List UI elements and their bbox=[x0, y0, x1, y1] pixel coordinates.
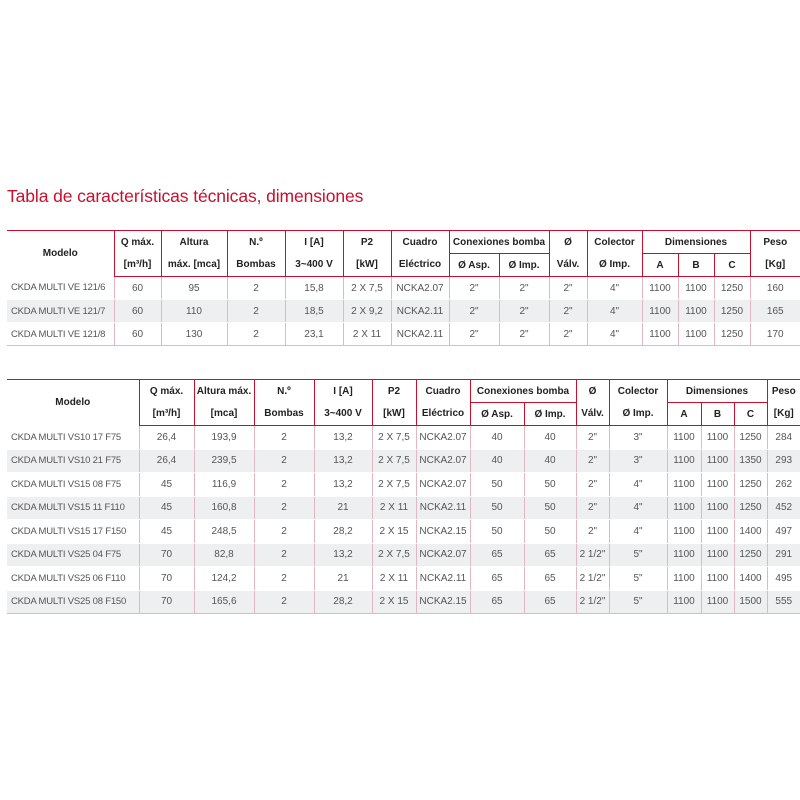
table-cell: 2 X 15 bbox=[372, 590, 416, 614]
col-conexiones: Conexiones bomba bbox=[449, 231, 549, 254]
table-cell: 70 bbox=[139, 567, 194, 591]
table-cell: 2" bbox=[576, 426, 609, 450]
table-cell: 1100 bbox=[667, 496, 701, 520]
table-cell: 165 bbox=[750, 300, 800, 323]
table-cell: 4" bbox=[609, 520, 667, 544]
table-cell: 40 bbox=[470, 449, 524, 473]
table-cell: 60 bbox=[114, 277, 161, 300]
table-cell: 65 bbox=[524, 567, 576, 591]
table-cell: 1100 bbox=[642, 300, 678, 323]
table-cell: 2 X 7,5 bbox=[372, 543, 416, 567]
table-cell: NCKA2.15 bbox=[416, 590, 470, 614]
table-cell: 248,5 bbox=[194, 520, 254, 544]
col-i: I [A] bbox=[285, 231, 343, 254]
table-cell: 2 bbox=[254, 473, 314, 497]
col-altura-unit: máx. [mca] bbox=[161, 254, 227, 277]
table-cell: 2 bbox=[254, 449, 314, 473]
col-electrico: Eléctrico bbox=[391, 254, 449, 277]
table-cell: NCKA2.11 bbox=[416, 567, 470, 591]
table-cell: 2 X 7,5 bbox=[372, 449, 416, 473]
col-modelo: Modelo bbox=[7, 231, 114, 277]
table-cell: 1100 bbox=[678, 323, 714, 346]
table-cell: 1100 bbox=[701, 449, 734, 473]
table-cell: 1350 bbox=[734, 449, 767, 473]
col-p2: P2 bbox=[343, 231, 391, 254]
table-cell: 28,2 bbox=[314, 590, 372, 614]
table-cell: 1400 bbox=[734, 567, 767, 591]
table-cell: 160 bbox=[750, 277, 800, 300]
cell-model: CKDA MULTI VS10 21 F75 bbox=[7, 449, 139, 473]
table-cell: 21 bbox=[314, 496, 372, 520]
col-n: N.º bbox=[254, 380, 314, 403]
table-cell: 555 bbox=[767, 590, 800, 614]
table-cell: 2" bbox=[576, 473, 609, 497]
table-cell: 45 bbox=[139, 496, 194, 520]
cell-model: CKDA MULTI VS25 08 F150 bbox=[7, 590, 139, 614]
table-row bbox=[7, 543, 800, 567]
table-cell: 95 bbox=[161, 277, 227, 300]
cell-model: CKDA MULTI VE 121/6 bbox=[7, 277, 114, 300]
table-cell: 1100 bbox=[667, 567, 701, 591]
table-cell: 4" bbox=[609, 496, 667, 520]
table-cell: 1100 bbox=[667, 473, 701, 497]
table-cell: 4" bbox=[609, 473, 667, 497]
table-cell: 1100 bbox=[642, 323, 678, 346]
col-diam: Ø bbox=[576, 380, 609, 403]
table-cell: 18,5 bbox=[285, 300, 343, 323]
col-bombas: Bombas bbox=[254, 403, 314, 426]
table-cell: 26,4 bbox=[139, 449, 194, 473]
table-cell: 2 X 7,5 bbox=[372, 473, 416, 497]
table-cell: 116,9 bbox=[194, 473, 254, 497]
table-cell: 65 bbox=[524, 590, 576, 614]
col-dimensiones: Dimensiones bbox=[642, 231, 750, 254]
col-valv: Válv. bbox=[549, 254, 587, 277]
table-cell: 1250 bbox=[714, 323, 750, 346]
table-cell: 2 bbox=[254, 543, 314, 567]
table-cell: 165,6 bbox=[194, 590, 254, 614]
table-cell: 26,4 bbox=[139, 426, 194, 450]
col-cuadro: Cuadro bbox=[391, 231, 449, 254]
table-cell: 45 bbox=[139, 520, 194, 544]
table-cell: NCKA2.07 bbox=[416, 473, 470, 497]
table-row bbox=[7, 426, 800, 450]
table-cell: 284 bbox=[767, 426, 800, 450]
col-c: C bbox=[714, 254, 750, 277]
col-diam: Ø bbox=[549, 231, 587, 254]
col-a: A bbox=[642, 254, 678, 277]
table-cell: 65 bbox=[524, 543, 576, 567]
table-cell: 1100 bbox=[701, 426, 734, 450]
table-cell: 1100 bbox=[678, 277, 714, 300]
table-cell: 495 bbox=[767, 567, 800, 591]
col-i: I [A] bbox=[314, 380, 372, 403]
table-cell: 1100 bbox=[642, 277, 678, 300]
table-cell: 70 bbox=[139, 543, 194, 567]
table-row bbox=[7, 520, 800, 544]
table-cell: 170 bbox=[750, 323, 800, 346]
table-cell: 1100 bbox=[701, 567, 734, 591]
col-colector: Colector bbox=[609, 380, 667, 403]
table-cell: 15,8 bbox=[285, 277, 343, 300]
table-cell: NCKA2.07 bbox=[416, 426, 470, 450]
table-cell: NCKA2.15 bbox=[416, 520, 470, 544]
table-cell: 13,2 bbox=[314, 543, 372, 567]
table-cell: 2 bbox=[227, 300, 285, 323]
table-cell: 4" bbox=[587, 300, 642, 323]
col-conexiones: Conexiones bomba bbox=[470, 380, 576, 403]
col-b: B bbox=[678, 254, 714, 277]
table-cell: 2" bbox=[576, 496, 609, 520]
col-cuadro: Cuadro bbox=[416, 380, 470, 403]
table-cell: 45 bbox=[139, 473, 194, 497]
cell-model: CKDA MULTI VS25 04 F75 bbox=[7, 543, 139, 567]
col-kg: [Kg] bbox=[750, 254, 800, 277]
table-cell: 65 bbox=[470, 590, 524, 614]
table-cell: 2" bbox=[549, 277, 587, 300]
table-cell: 70 bbox=[139, 590, 194, 614]
col-peso: Peso bbox=[750, 231, 800, 254]
table-body-vs bbox=[7, 426, 800, 614]
table-cell: 65 bbox=[470, 543, 524, 567]
col-altura-unit: [mca] bbox=[194, 403, 254, 426]
col-asp: Ø Asp. bbox=[449, 254, 499, 277]
table-cell: 2 X 9,2 bbox=[343, 300, 391, 323]
table-cell: 5" bbox=[609, 543, 667, 567]
table-cell: 2" bbox=[576, 520, 609, 544]
table-row bbox=[7, 567, 800, 591]
table-cell: 2 X 7,5 bbox=[343, 277, 391, 300]
cell-model: CKDA MULTI VS25 06 F110 bbox=[7, 567, 139, 591]
col-volt: 3~400 V bbox=[285, 254, 343, 277]
table-cell: 193,9 bbox=[194, 426, 254, 450]
table-row bbox=[7, 323, 800, 346]
table-cell: 2" bbox=[499, 300, 549, 323]
col-volt: 3~400 V bbox=[314, 403, 372, 426]
table-cell: 5" bbox=[609, 567, 667, 591]
cell-model: CKDA MULTI VE 121/7 bbox=[7, 300, 114, 323]
table-cell: 4" bbox=[587, 323, 642, 346]
table-cell: 2 X 11 bbox=[343, 323, 391, 346]
table-cell: 2" bbox=[449, 277, 499, 300]
table-cell: 124,2 bbox=[194, 567, 254, 591]
table-cell: 2" bbox=[499, 323, 549, 346]
table-cell: 1100 bbox=[701, 543, 734, 567]
col-modelo: Modelo bbox=[7, 380, 139, 426]
cell-model: CKDA MULTI VS15 08 F75 bbox=[7, 473, 139, 497]
table-cell: 291 bbox=[767, 543, 800, 567]
table-cell: 2 X 15 bbox=[372, 520, 416, 544]
table-cell: 3" bbox=[609, 449, 667, 473]
table-body-ve bbox=[7, 277, 800, 346]
table-cell: 110 bbox=[161, 300, 227, 323]
table-row bbox=[7, 473, 800, 497]
table-cell: 1100 bbox=[667, 520, 701, 544]
table-cell: 2 bbox=[227, 277, 285, 300]
table-cell: 497 bbox=[767, 520, 800, 544]
table-cell: 160,8 bbox=[194, 496, 254, 520]
table-cell: 23,1 bbox=[285, 323, 343, 346]
table-cell: 2 bbox=[254, 520, 314, 544]
col-p2: P2 bbox=[372, 380, 416, 403]
col-q-unit: [m³/h] bbox=[114, 254, 161, 277]
table-cell: 2 bbox=[227, 323, 285, 346]
table-cell: 2" bbox=[449, 323, 499, 346]
table-cell: 21 bbox=[314, 567, 372, 591]
col-dimensiones: Dimensiones bbox=[667, 380, 767, 403]
col-bombas: Bombas bbox=[227, 254, 285, 277]
table-cell: 40 bbox=[524, 426, 576, 450]
col-q-max: Q máx. bbox=[114, 231, 161, 254]
col-altura: Altura máx. bbox=[194, 380, 254, 403]
table-cell: 2" bbox=[576, 449, 609, 473]
table-cell: NCKA2.07 bbox=[416, 543, 470, 567]
table-cell: 1100 bbox=[667, 543, 701, 567]
table-cell: 1250 bbox=[734, 473, 767, 497]
table-cell: 50 bbox=[470, 520, 524, 544]
table-cell: 1100 bbox=[678, 300, 714, 323]
col-colector: Colector bbox=[587, 231, 642, 254]
col-imp: Ø Imp. bbox=[499, 254, 549, 277]
col-kw: [kW] bbox=[343, 254, 391, 277]
table-cell: 2 1/2" bbox=[576, 590, 609, 614]
specs-table-vs bbox=[7, 379, 800, 614]
col-asp: Ø Asp. bbox=[470, 403, 524, 426]
table-cell: 2 bbox=[254, 426, 314, 450]
table-cell: 2 X 7,5 bbox=[372, 426, 416, 450]
table-cell: NCKA2.11 bbox=[416, 496, 470, 520]
table-cell: 2 X 11 bbox=[372, 496, 416, 520]
table-cell: 1100 bbox=[667, 426, 701, 450]
table-cell: 1100 bbox=[701, 496, 734, 520]
table-cell: NCKA2.07 bbox=[416, 449, 470, 473]
cell-model: CKDA MULTI VS15 17 F150 bbox=[7, 520, 139, 544]
col-col-imp: Ø Imp. bbox=[587, 254, 642, 277]
col-n: N.º bbox=[227, 231, 285, 254]
table-cell: 2 bbox=[254, 567, 314, 591]
table-cell: 65 bbox=[470, 567, 524, 591]
col-q-max: Q máx. bbox=[139, 380, 194, 403]
table-cell: 1100 bbox=[667, 449, 701, 473]
table-cell: 50 bbox=[524, 473, 576, 497]
table-cell: 1500 bbox=[734, 590, 767, 614]
table-row bbox=[7, 496, 800, 520]
col-imp: Ø Imp. bbox=[524, 403, 576, 426]
table-cell: 1250 bbox=[734, 426, 767, 450]
table-row bbox=[7, 300, 800, 323]
col-kw: [kW] bbox=[372, 403, 416, 426]
table-cell: 1100 bbox=[701, 473, 734, 497]
table-cell: 2 1/2" bbox=[576, 567, 609, 591]
table-cell: 2 bbox=[254, 496, 314, 520]
col-q-unit: [m³/h] bbox=[139, 403, 194, 426]
table-cell: 5" bbox=[609, 590, 667, 614]
table-cell: 4" bbox=[587, 277, 642, 300]
col-altura: Altura bbox=[161, 231, 227, 254]
table-cell: 50 bbox=[524, 496, 576, 520]
table-cell: 1100 bbox=[701, 590, 734, 614]
table-cell: NCKA2.11 bbox=[391, 323, 449, 346]
table-cell: 50 bbox=[470, 496, 524, 520]
table-row bbox=[7, 590, 800, 614]
cell-model: CKDA MULTI VS10 17 F75 bbox=[7, 426, 139, 450]
table-cell: 1250 bbox=[734, 543, 767, 567]
table-cell: 40 bbox=[524, 449, 576, 473]
table-cell: 293 bbox=[767, 449, 800, 473]
table-cell: 60 bbox=[114, 323, 161, 346]
table-cell: 3" bbox=[609, 426, 667, 450]
table-cell: 2" bbox=[449, 300, 499, 323]
col-a: A bbox=[667, 403, 701, 426]
col-peso: Peso bbox=[767, 380, 800, 403]
table-row bbox=[7, 449, 800, 473]
table-cell: 13,2 bbox=[314, 473, 372, 497]
table-cell: 2 X 11 bbox=[372, 567, 416, 591]
col-b: B bbox=[701, 403, 734, 426]
table-cell: 2" bbox=[549, 300, 587, 323]
table-cell: 1100 bbox=[701, 520, 734, 544]
table-cell: 13,2 bbox=[314, 449, 372, 473]
table-cell: 2 1/2" bbox=[576, 543, 609, 567]
table-cell: 2 bbox=[254, 590, 314, 614]
table-cell: NCKA2.07 bbox=[391, 277, 449, 300]
cell-model: CKDA MULTI VE 121/8 bbox=[7, 323, 114, 346]
table-cell: 452 bbox=[767, 496, 800, 520]
table-cell: 28,2 bbox=[314, 520, 372, 544]
table-cell: 1250 bbox=[714, 277, 750, 300]
table-cell: 130 bbox=[161, 323, 227, 346]
col-electrico: Eléctrico bbox=[416, 403, 470, 426]
table-row bbox=[7, 277, 800, 300]
col-kg: [Kg] bbox=[767, 403, 800, 426]
col-c: C bbox=[734, 403, 767, 426]
table-cell: 82,8 bbox=[194, 543, 254, 567]
table-cell: 239,5 bbox=[194, 449, 254, 473]
table-cell: NCKA2.11 bbox=[391, 300, 449, 323]
specs-table-ve bbox=[7, 230, 800, 346]
cell-model: CKDA MULTI VS15 11 F110 bbox=[7, 496, 139, 520]
table-cell: 13,2 bbox=[314, 426, 372, 450]
table-cell: 1250 bbox=[714, 300, 750, 323]
table-cell: 40 bbox=[470, 426, 524, 450]
table-cell: 262 bbox=[767, 473, 800, 497]
table-cell: 2" bbox=[499, 277, 549, 300]
page-title: Tabla de características técnicas, dimensiones bbox=[7, 186, 364, 206]
col-valv: Válv. bbox=[576, 403, 609, 426]
table-cell: 50 bbox=[524, 520, 576, 544]
table-cell: 1100 bbox=[667, 590, 701, 614]
table-cell: 60 bbox=[114, 300, 161, 323]
table-cell: 2" bbox=[549, 323, 587, 346]
table-cell: 1400 bbox=[734, 520, 767, 544]
table-cell: 1250 bbox=[734, 496, 767, 520]
table-cell: 50 bbox=[470, 473, 524, 497]
col-col-imp: Ø Imp. bbox=[609, 403, 667, 426]
